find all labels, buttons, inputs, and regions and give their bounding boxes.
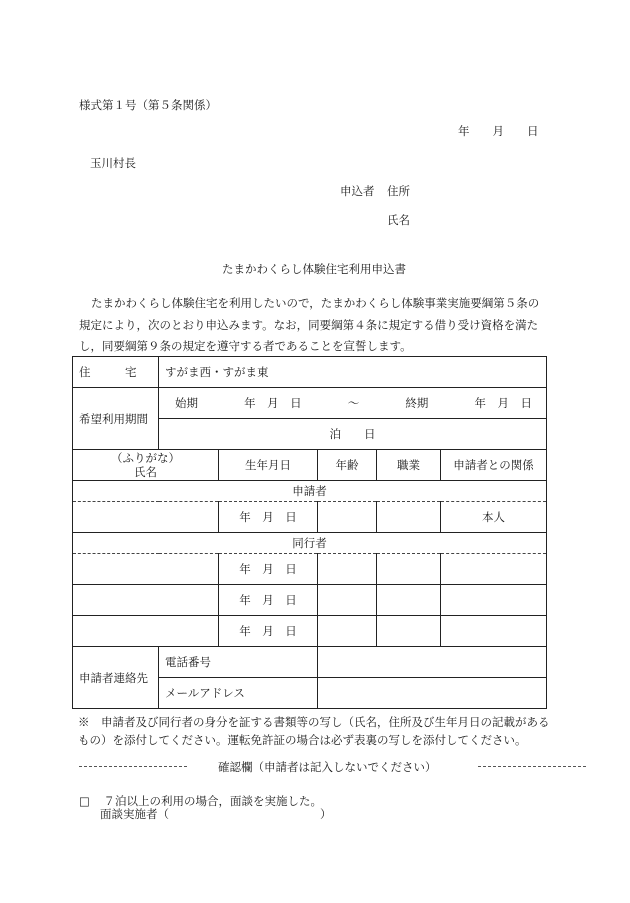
col-age-header: 年齢 <box>318 450 377 481</box>
address-label: 住所 <box>387 184 410 198</box>
interviewer-label: 面談実施者（ <box>100 807 169 821</box>
checkbox[interactable]: □ <box>79 794 90 808</box>
applicant-relation: 本人 <box>441 502 547 533</box>
col-relation-header: 申請者との関係 <box>441 450 547 481</box>
start-date: 年 月 日 <box>244 396 302 410</box>
companion-name-cell[interactable] <box>73 554 219 585</box>
name-col-label: 氏名 <box>134 465 157 479</box>
interviewer-close: ） <box>320 807 332 821</box>
application-table <box>72 356 547 709</box>
applicant-birth[interactable]: 年 月 日 <box>219 502 318 533</box>
nights[interactable]: 泊 日 <box>159 419 547 450</box>
col-name-header <box>73 450 219 481</box>
date-line: 年 月 日 <box>458 124 539 138</box>
attachment-note: ※ 申請者及び同行者の身分を証する書類等の写し（氏名，住所及び生年月日の記載があるもの）を添付してください。運転免許証の場合は必ず表裏の写しを添付してください。 <box>78 715 550 747</box>
period-label: 希望利用期間 <box>73 388 159 450</box>
period-row <box>73 388 547 419</box>
contact-label: 申請者連絡先 <box>73 647 159 709</box>
dashed-divider-right <box>478 766 586 767</box>
companion-job[interactable] <box>377 585 441 616</box>
furigana-label: （ふりがな） <box>111 451 180 465</box>
end-date: 年 月 日 <box>474 396 532 410</box>
form-number: 様式第１号（第５条関係） <box>79 98 217 112</box>
companion-relation[interactable] <box>441 585 547 616</box>
residence-label: 住 宅 <box>73 357 159 388</box>
companion-section: 同行者 <box>73 533 547 554</box>
companion-name-cell[interactable] <box>73 616 219 647</box>
companion-job[interactable] <box>377 554 441 585</box>
header-row <box>73 450 547 481</box>
companion-age[interactable] <box>318 585 377 616</box>
addressee: 玉川村長 <box>90 156 136 170</box>
companion-relation[interactable] <box>441 616 547 647</box>
tilde: ～ <box>347 396 360 410</box>
companion-row <box>73 616 547 647</box>
declaration-paragraph: たまかわくらし体験住宅を利用したいので，たまかわくらし体験事業実施要綱第５条の規定により，次のとおり申込みます。なお，同要綱第４条に規定する借り受け資格を満たし，同要綱第９条の規定を遵守する者であることを宣誓します。 <box>79 296 540 353</box>
name-label: 氏名 <box>387 213 410 227</box>
residence-value[interactable]: すがま西・すがま東 <box>159 357 547 388</box>
end-label: 終期 <box>405 396 429 410</box>
companion-name-cell[interactable] <box>73 585 219 616</box>
email-label: メールアドレス <box>159 678 318 709</box>
companion-age[interactable] <box>318 554 377 585</box>
companion-birth[interactable]: 年 月 日 <box>219 554 318 585</box>
dashed-divider-left <box>79 766 187 767</box>
document-title: たまかわくらし体験住宅利用申込書 <box>222 262 406 276</box>
companion-relation[interactable] <box>441 554 547 585</box>
col-job-header: 職業 <box>377 450 441 481</box>
companion-birth[interactable]: 年 月 日 <box>219 616 318 647</box>
applicant-age[interactable] <box>318 502 377 533</box>
period-dates[interactable] <box>159 388 547 419</box>
applicant-section-row <box>73 481 547 502</box>
applicant-row <box>73 502 547 533</box>
applicant-section: 申請者 <box>73 481 547 502</box>
residence-row <box>73 357 547 388</box>
companion-row <box>73 585 547 616</box>
companion-job[interactable] <box>377 616 441 647</box>
applicant-name-cell[interactable] <box>73 502 219 533</box>
start-label: 始期 <box>175 396 198 410</box>
companion-birth[interactable]: 年 月 日 <box>219 585 318 616</box>
email-input[interactable] <box>318 678 547 709</box>
col-birth-header: 生年月日 <box>219 450 318 481</box>
confirm-title: 確認欄（申請者は記入しないでください） <box>218 760 437 774</box>
phone-label: 電話番号 <box>159 647 318 678</box>
companion-section-row <box>73 533 547 554</box>
companion-row <box>73 554 547 585</box>
interview-item-text: ７泊以上の利用の場合，面談を実施した。 <box>103 794 323 808</box>
phone-row <box>73 647 547 678</box>
companion-age[interactable] <box>318 616 377 647</box>
applicant-job[interactable] <box>377 502 441 533</box>
applicant-label: 申込者 <box>340 184 375 198</box>
phone-input[interactable] <box>318 647 547 678</box>
